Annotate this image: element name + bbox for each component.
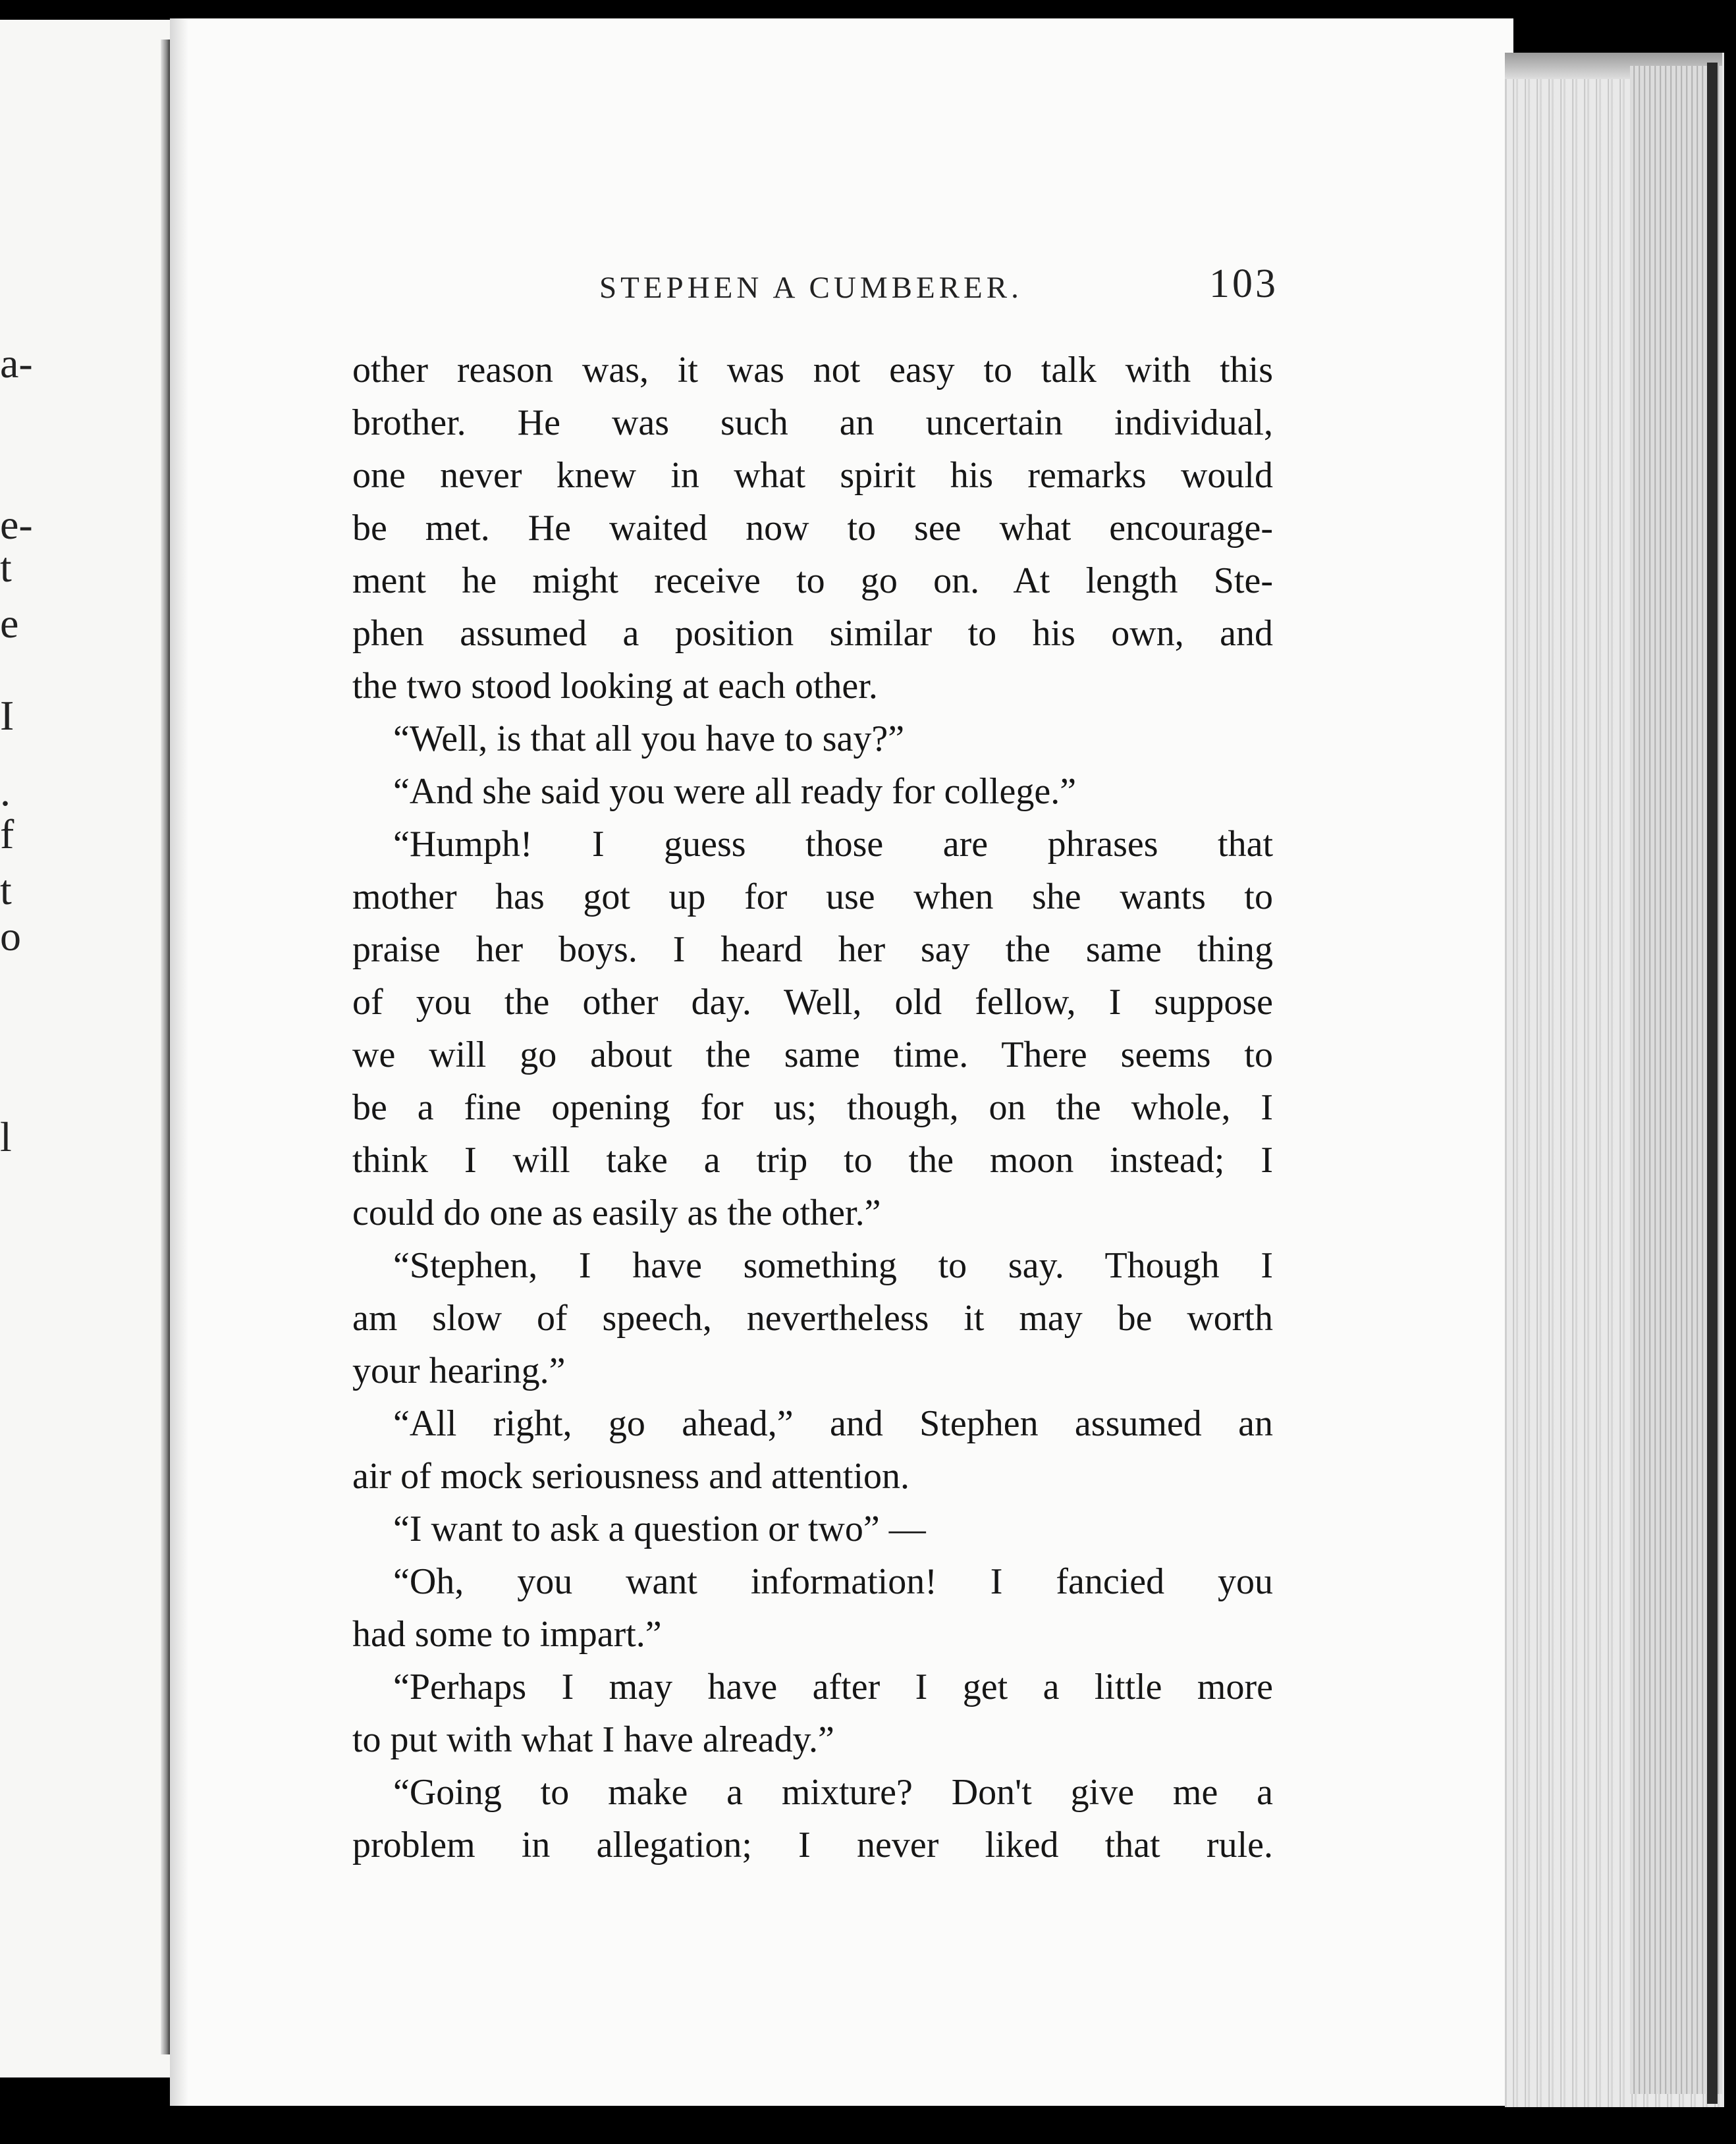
- text-line: [352, 1450, 1273, 1503]
- text-line-content: the two stood looking at each other.: [352, 666, 878, 707]
- text-line: [352, 344, 1273, 396]
- text-line: [352, 1766, 1273, 1819]
- left-page-fragment: t: [0, 544, 12, 591]
- text-line: [352, 976, 1273, 1029]
- text-line: [352, 1608, 1273, 1661]
- text-line: [352, 1819, 1273, 1871]
- left-page-fragment: e-: [0, 501, 33, 548]
- text-line: [352, 765, 1273, 818]
- text-line-content: brother. He was such an uncertain individual,: [352, 402, 1273, 443]
- left-page-fragment: a-: [0, 340, 33, 387]
- left-page-fragment: .: [0, 768, 11, 815]
- text-line-content: “Perhaps I may have after I get a little more: [393, 1667, 1273, 1707]
- text-line: [352, 1345, 1273, 1397]
- text-line-content: “And she said you were all ready for college.”: [393, 771, 1077, 812]
- text-line-content: “All right, go ahead,” and Stephen assumed an: [393, 1403, 1273, 1444]
- text-line: [352, 1397, 1273, 1450]
- text-line-content: other reason was, it was not easy to talk with this: [352, 350, 1273, 390]
- left-page-fragment: I: [0, 692, 14, 739]
- text-line-content: air of mock seriousness and attention.: [352, 1456, 910, 1497]
- text-line-content: “Oh, you want information! I fancied you: [393, 1561, 1273, 1602]
- text-line: [352, 818, 1273, 871]
- text-line-content: “Humph! I guess those are phrases that: [393, 824, 1273, 865]
- text-line: [352, 712, 1273, 765]
- text-line: [352, 1661, 1273, 1713]
- text-line-content: am slow of speech, nevertheless it may be worth: [352, 1298, 1273, 1339]
- text-line-content: “I want to ask a question or two” —: [393, 1509, 926, 1549]
- text-line-content: “Going to make a mixture? Don't give me a: [393, 1772, 1273, 1813]
- text-line-content: of you the other day. Well, old fellow, I suppose: [352, 982, 1273, 1023]
- text-line: [352, 871, 1273, 923]
- left-page-fragment: l: [0, 1113, 12, 1160]
- text-line-content: your hearing.”: [352, 1351, 566, 1391]
- text-line: [352, 396, 1273, 449]
- left-page-remnant: [0, 20, 173, 2077]
- running-head: STEPHEN A CUMBERER.: [599, 271, 1023, 305]
- text-line: [352, 1081, 1273, 1134]
- text-line: [352, 607, 1273, 660]
- text-line: [352, 554, 1273, 607]
- text-line: [352, 449, 1273, 502]
- text-line-content: we will go about the same time. There seems to: [352, 1034, 1273, 1075]
- body-text: [352, 344, 1273, 1871]
- text-line: [352, 1503, 1273, 1555]
- text-line-content: problem in allegation; I never liked that rule.: [352, 1825, 1273, 1865]
- text-line: [352, 1187, 1273, 1239]
- text-line-content: had some to impart.”: [352, 1614, 662, 1655]
- left-page-fragment: e: [0, 600, 19, 647]
- left-page-fragment: f: [0, 811, 14, 857]
- book-cover-edge: [1707, 63, 1718, 2104]
- text-line: [352, 660, 1273, 712]
- text-line-content: be met. He waited now to see what encourage-: [352, 508, 1273, 549]
- text-line: [352, 923, 1273, 976]
- text-line: [352, 502, 1273, 554]
- text-line: [352, 1713, 1273, 1766]
- text-line: [352, 1029, 1273, 1081]
- page-number: 103: [1209, 261, 1278, 306]
- text-line-content: “Well, is that all you have to say?”: [393, 718, 905, 759]
- left-page-fragment: o: [0, 913, 21, 959]
- page-gutter-shadow: [170, 18, 188, 2106]
- text-line: [352, 1555, 1273, 1608]
- text-line-content: be a fine opening for us; though, on the whole, I: [352, 1087, 1273, 1128]
- text-line-content: phen assumed a position similar to his own, and: [352, 613, 1273, 654]
- text-line-content: could do one as easily as the other.”: [352, 1193, 881, 1233]
- text-line-content: ment he might receive to go on. At length Ste-: [352, 560, 1273, 601]
- text-line-content: “Stephen, I have something to say. Though I: [393, 1245, 1273, 1286]
- text-line: [352, 1134, 1273, 1187]
- text-line: [352, 1292, 1273, 1345]
- text-line: [352, 1239, 1273, 1292]
- text-line-content: mother has got up for use when she wants to: [352, 876, 1273, 917]
- text-line-content: one never knew in what spirit his remarks would: [352, 455, 1273, 496]
- left-page-fragment: t: [0, 867, 12, 913]
- text-line-content: praise her boys. I heard her say the same thing: [352, 929, 1273, 970]
- text-line-content: to put with what I have already.”: [352, 1719, 834, 1760]
- text-line-content: think I will take a trip to the moon instead; I: [352, 1140, 1273, 1181]
